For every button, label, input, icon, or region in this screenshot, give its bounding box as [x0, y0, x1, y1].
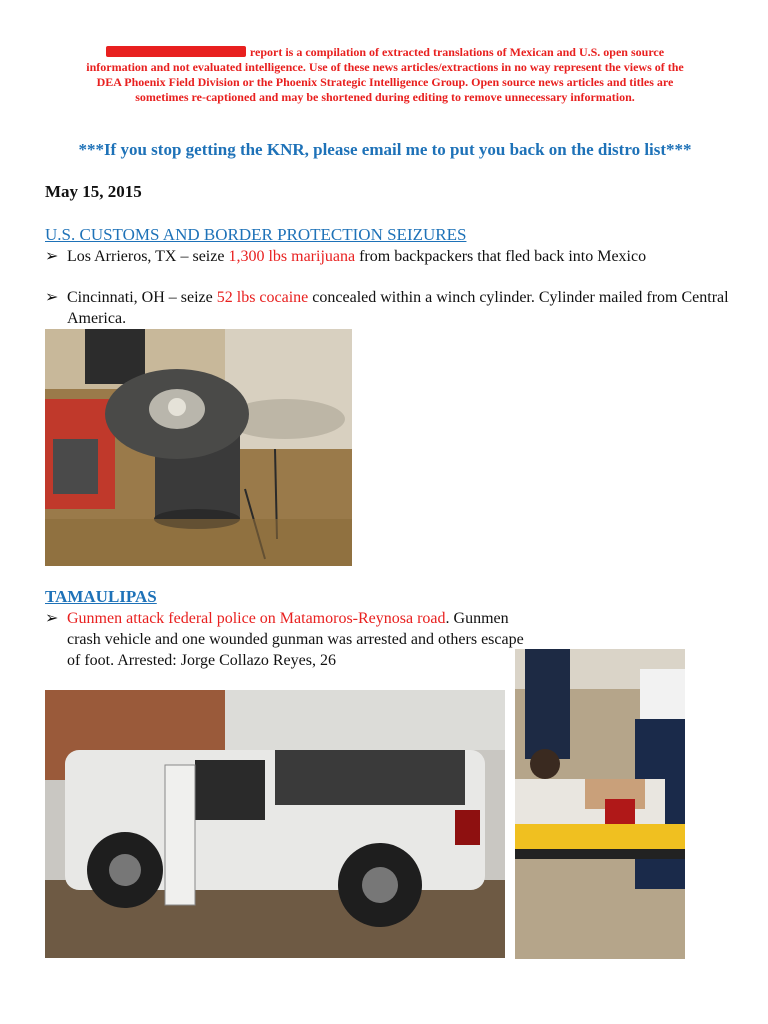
section-heading-tamaulipas: TAMAULIPAS	[45, 587, 157, 606]
item-detail: concealed within a winch cylinder. Cylinder mailed from Central America.	[67, 289, 729, 327]
item-highlight: Gunmen attack federal police on Matamoros-Reynosa road	[67, 610, 446, 627]
list-item-text	[67, 287, 745, 329]
item-location: Los Arrieros, TX – seize	[67, 248, 229, 265]
arrow-bullet-icon: ➢	[45, 289, 59, 306]
item-highlight: 52 lbs cocaine	[216, 289, 309, 306]
disclaimer-text: report is a compilation of extracted translations of Mexican and U.S. open source information and not evaluated intelligence. Use of these news articles/extractions in no way represent the views of the DEA Phoenix Field Division or the Phoenix Strategic Intelligence Group. Open source news articles and titles are sometimes re-captioned and may be shortened during editing to remove unnecessary information.	[86, 45, 684, 104]
disclaimer	[80, 45, 690, 105]
report-date: May 15, 2015	[45, 182, 142, 201]
item-detail: . Gunmen crash vehicle and one wounded gunman was arrested and others escape of foot. Arrested: Jorge Collazo Reyes, 26	[67, 610, 524, 669]
item-detail: from backpackers that fled back into Mexico	[355, 248, 647, 265]
list-item-text	[67, 246, 745, 267]
item-location: Cincinnati, OH – seize	[67, 289, 217, 306]
arrow-bullet-icon: ➢	[45, 248, 59, 265]
item-highlight: 1,300 lbs marijuana	[228, 248, 356, 265]
winch-cylinder-photo	[45, 329, 352, 566]
wounded-gunman-photo	[515, 649, 685, 959]
redaction-mark	[106, 46, 246, 57]
list-item	[45, 287, 745, 329]
section-heading-cbp: U.S. CUSTOMS AND BORDER PROTECTION SEIZURES	[45, 225, 467, 244]
arrow-bullet-icon: ➢	[45, 610, 59, 627]
list-item-text	[67, 608, 537, 671]
list-item	[45, 246, 745, 267]
distro-notice: ***If you stop getting the KNR, please email me to put you back on the distro list***	[78, 140, 692, 159]
crashed-suv-photo	[45, 690, 505, 958]
